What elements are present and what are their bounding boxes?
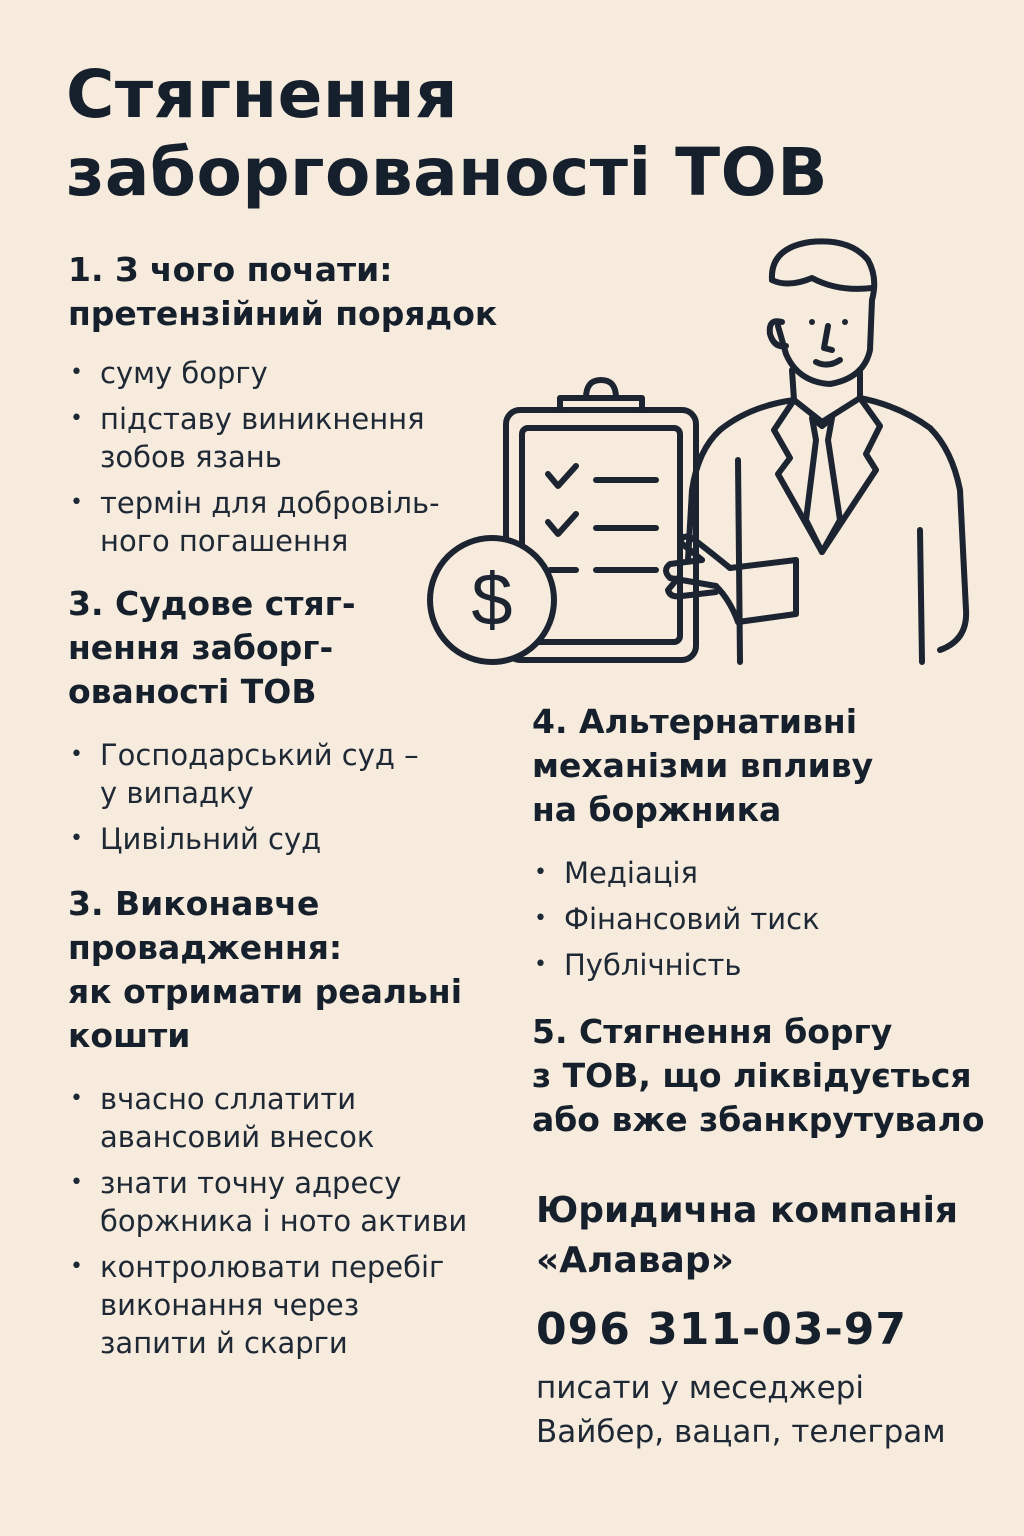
section-bankruptcy-heading-line-1: 5. Стягнення боргу	[532, 1012, 893, 1051]
businessman-icon	[666, 241, 966, 662]
section-enforcement-heading-line-1: 3. Виконавче	[68, 884, 320, 923]
list-item: • знати точну адресу боржника і ното активи	[68, 1164, 508, 1240]
illustration	[420, 230, 1000, 690]
list-item: • Цивільний суд	[68, 820, 488, 858]
section-court-heading-line-1: 3. Судове стяг-	[68, 584, 356, 623]
section-bankruptcy-heading-line-2: з ТОВ, що ліквідується	[532, 1056, 972, 1095]
list-item: • Фінансовий тиск	[532, 900, 992, 938]
section-enforcement-list	[68, 1080, 508, 1362]
section-alternative	[532, 700, 992, 992]
section-court-heading-line-3: ованості ТОВ	[68, 672, 317, 711]
section-enforcement-heading-line-3: як отримати реальні	[68, 972, 463, 1011]
list-item: • Публічність	[532, 946, 992, 984]
section-pretension-heading-line-2: претензійний порядок	[68, 294, 498, 333]
page-title-line-1: Стягнення	[66, 56, 458, 133]
section-bankruptcy-heading-line-3: або вже збанкрутувало	[532, 1100, 985, 1139]
section-enforcement	[68, 882, 508, 1370]
contact-block	[536, 1186, 1006, 1454]
list-item: • Медіація	[532, 854, 992, 892]
list-item: • вчасно сллатити авансовий внесок	[68, 1080, 508, 1156]
section-pretension-heading-line-1: 1. З чого почати:	[68, 250, 393, 289]
section-enforcement-heading-line-4: кошти	[68, 1016, 191, 1055]
phone-number[interactable]: 096 311-03-97	[536, 1304, 907, 1355]
list-item: • контролювати перебіг виконання через запити й скарги	[68, 1248, 508, 1362]
list-item: • термін для добровіль- ного погашення	[68, 484, 538, 560]
company-name: Юридична компанія «Алавар»	[536, 1190, 959, 1281]
section-court-list	[68, 736, 488, 858]
section-bankruptcy	[532, 1010, 1012, 1142]
messenger-note: писати у меседжері Вайбер, вацап, телеграм	[536, 1370, 946, 1450]
section-alternative-heading-line-2: механізми впливу	[532, 746, 874, 785]
section-alternative-list	[532, 854, 992, 984]
section-alternative-heading-line-1: 4. Альтернативні	[532, 702, 858, 741]
section-enforcement-heading-line-2: провадження:	[68, 928, 343, 967]
page-title	[66, 56, 966, 212]
dollar-coin-icon	[430, 538, 554, 662]
list-item: • підставу виникнення зобов язань	[68, 400, 538, 476]
page-title-line-2: заборгованості ТОВ	[66, 134, 829, 211]
list-item: • Господарський суд – у випадку	[68, 736, 488, 812]
section-bankruptcy-heading	[532, 1010, 1012, 1142]
list-item: • суму боргу	[68, 354, 538, 392]
section-enforcement-heading	[68, 882, 508, 1058]
section-court-heading-line-2: нення заборг-	[68, 628, 334, 667]
dollar-symbol: $	[471, 558, 513, 641]
section-alternative-heading	[532, 700, 992, 832]
section-alternative-heading-line-3: на боржника	[532, 790, 782, 829]
